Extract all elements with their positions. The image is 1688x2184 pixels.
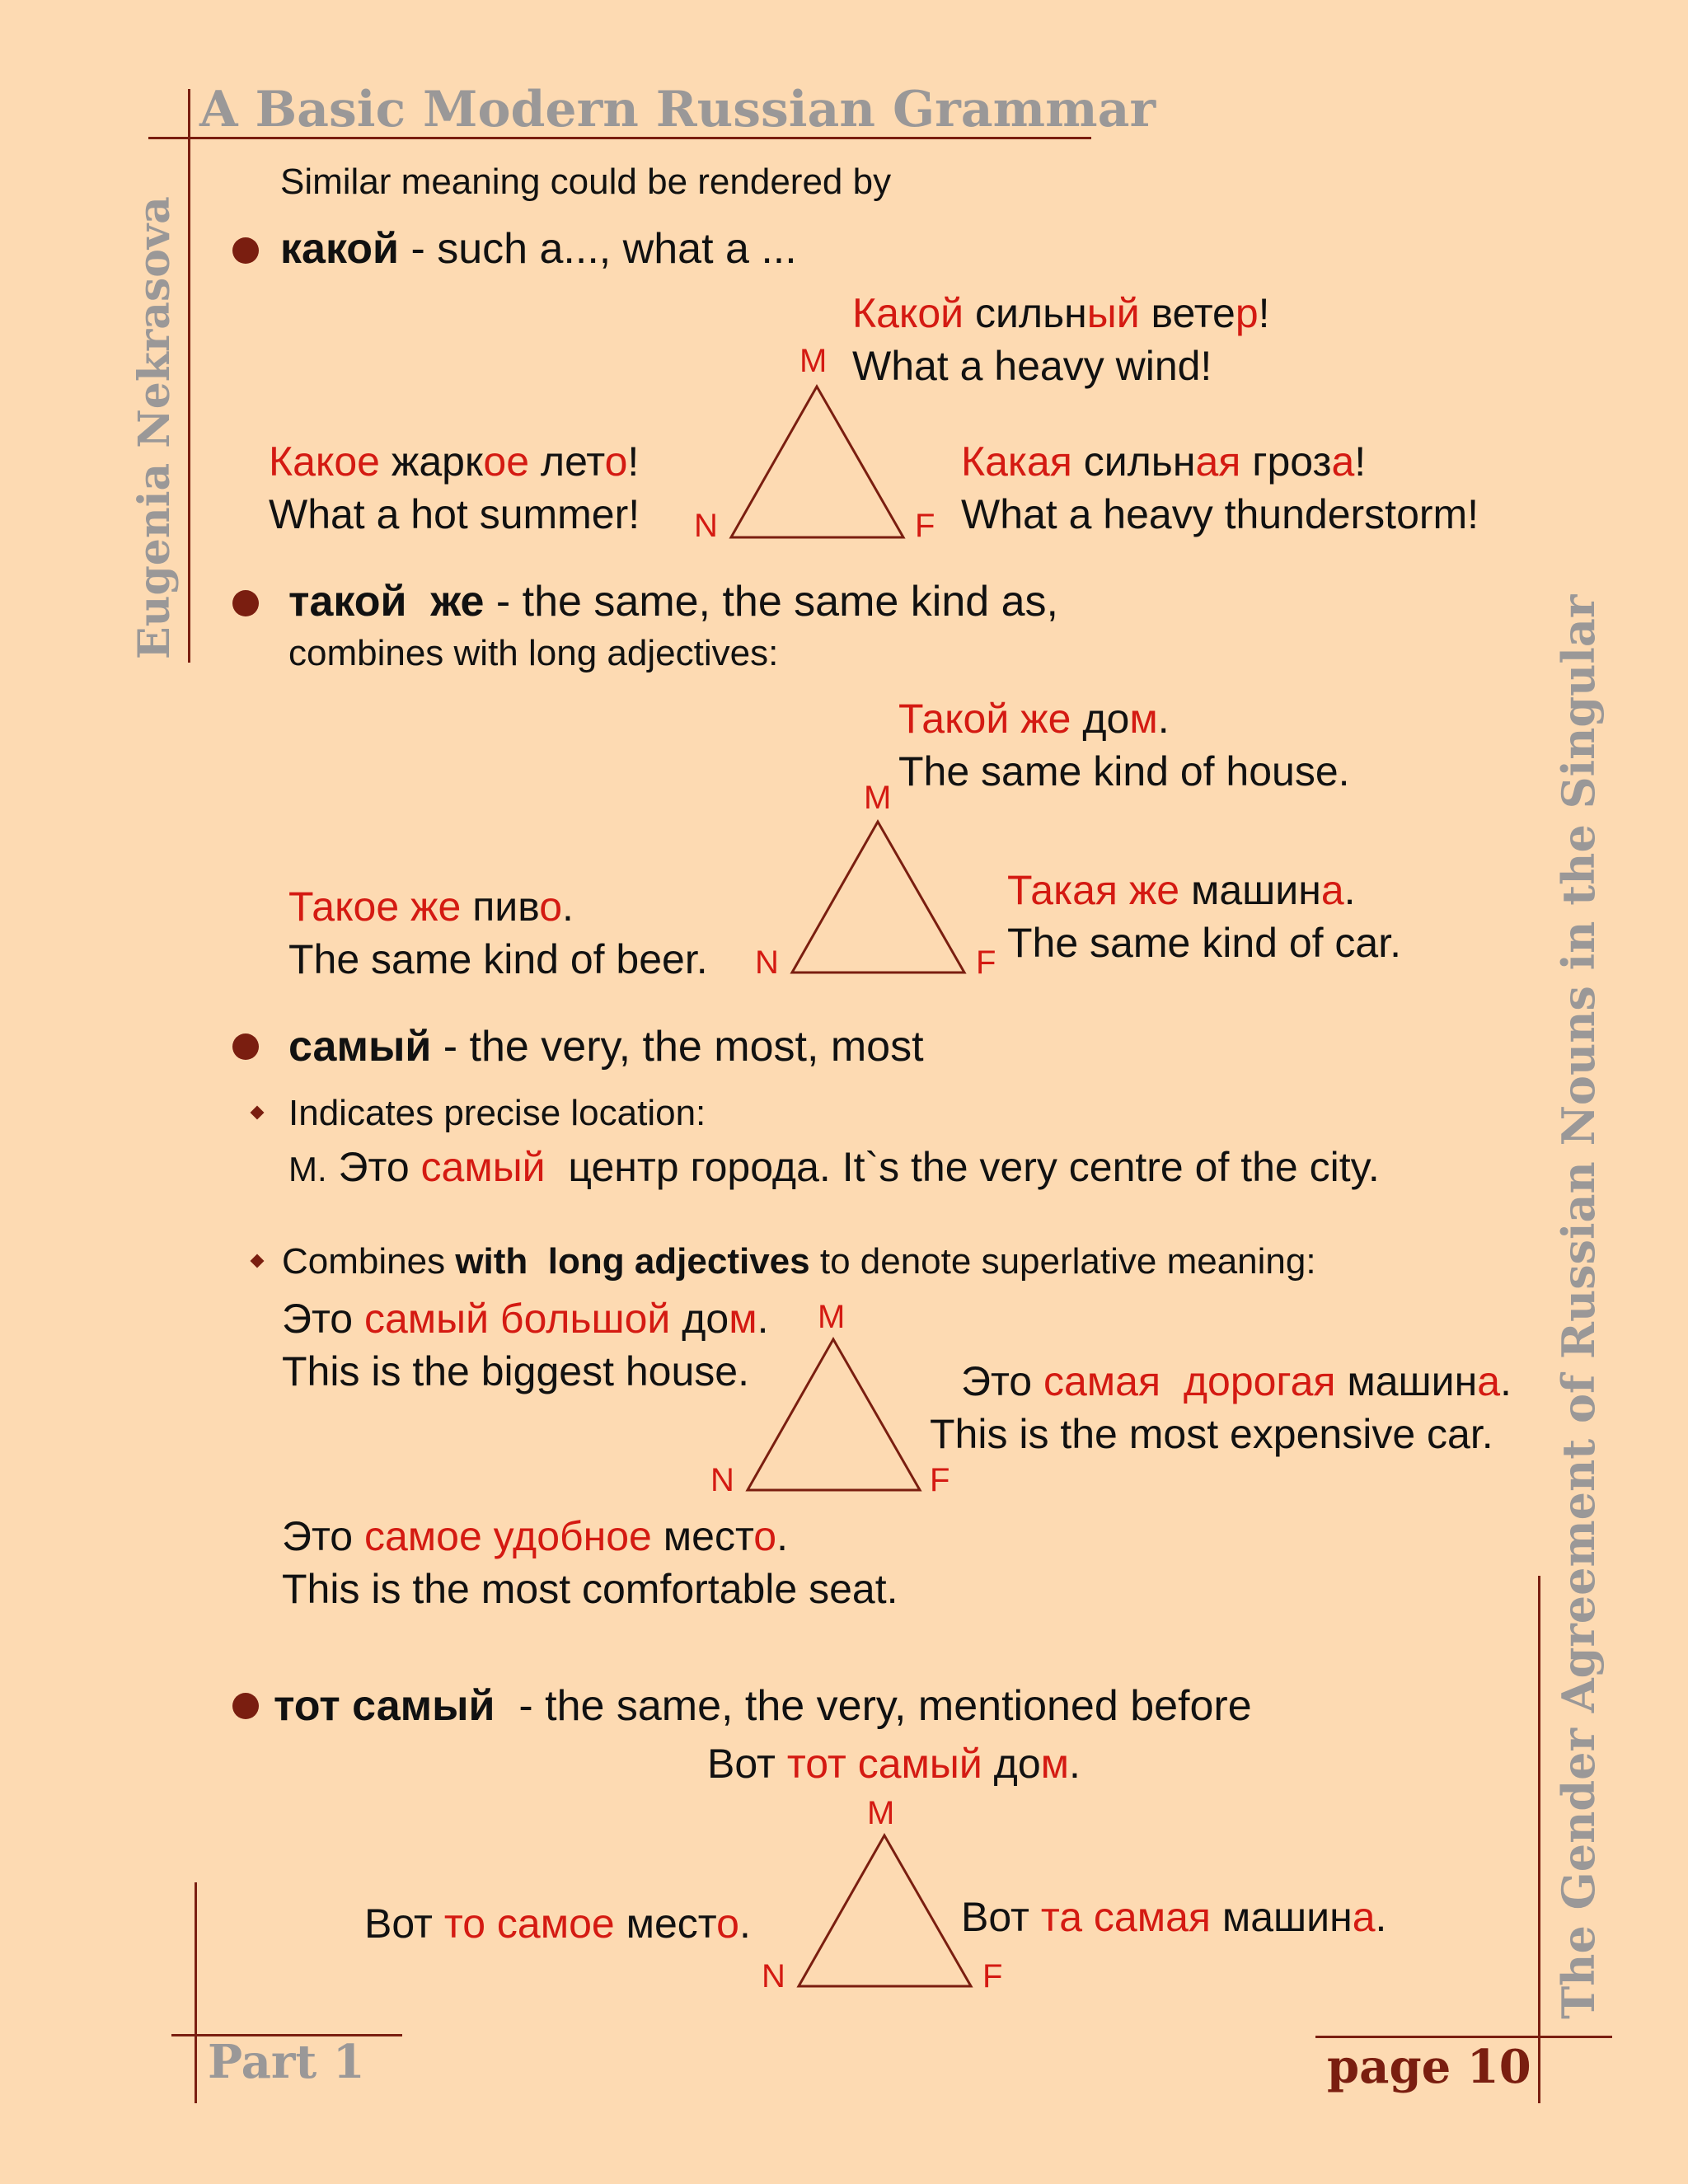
ru-text: центр города. It`s the very centre of the city. bbox=[545, 1144, 1380, 1190]
ru-red: Такая же bbox=[1007, 867, 1180, 913]
tot-samyy-masc-ru bbox=[707, 1737, 1081, 1790]
samyy-label-n: N bbox=[710, 1462, 734, 1498]
tot-samyy-gloss: - the same, the very, mentioned before bbox=[495, 1682, 1252, 1730]
tot-samyy-gender-triangle bbox=[796, 1833, 973, 1988]
tot-samyy-heading bbox=[274, 1680, 1252, 1732]
ru-red: о bbox=[753, 1513, 777, 1559]
kakoy-heading bbox=[280, 223, 797, 275]
ru-text: . bbox=[776, 1513, 789, 1559]
samyy-gender-triangle bbox=[745, 1337, 921, 1492]
samyy-term: самый bbox=[288, 1023, 432, 1071]
ru-red: о bbox=[716, 1900, 739, 1947]
ru-text: . bbox=[1343, 867, 1356, 913]
ru-red: а bbox=[1331, 438, 1355, 485]
samyy-fem-en: This is the most expensive car. bbox=[930, 1411, 1493, 1457]
sub-bold: with long adjectives bbox=[455, 1241, 810, 1282]
takoy-zhe-gender-triangle bbox=[790, 819, 966, 974]
ru-red: то самое bbox=[443, 1900, 615, 1947]
frame-line-bottom-left-vertical bbox=[195, 1882, 197, 2103]
kakoy-neut-ru bbox=[269, 435, 639, 488]
frame-line-bottom-right-horizontal bbox=[1315, 2036, 1612, 2038]
kakoy-masc-ru bbox=[852, 287, 1270, 340]
samyy-neut-en: This is the most comfortable seat. bbox=[282, 1566, 898, 1612]
ru-text: машин bbox=[1179, 867, 1321, 913]
tot-samyy-term: тот самый bbox=[274, 1682, 495, 1730]
ru-red: м bbox=[1129, 696, 1158, 742]
ru-red: самое удобное bbox=[363, 1513, 652, 1559]
takoy-zhe-term: такой же bbox=[288, 578, 485, 626]
ru-red: ый bbox=[1086, 290, 1140, 336]
tot-samyy-label-f: F bbox=[982, 1958, 1003, 1994]
kakoy-gender-triangle bbox=[729, 384, 905, 539]
kakoy-label-m: M bbox=[799, 343, 828, 379]
ru-red: о bbox=[604, 438, 628, 485]
takoy-zhe-sub: combines with long adjectives: bbox=[288, 633, 779, 673]
part-label: Part 1 bbox=[208, 2035, 365, 2089]
ru-red: та самая bbox=[1040, 1894, 1211, 1940]
diamond-bullet-superlative bbox=[251, 1254, 265, 1268]
takoy-zhe-fem-ru bbox=[1007, 864, 1356, 916]
kakoy-fem-ru bbox=[961, 435, 1366, 488]
ru-text: ! bbox=[627, 438, 640, 485]
frame-line-top-vertical bbox=[188, 89, 190, 663]
intro-text: Similar meaning could be rendered by bbox=[280, 162, 892, 202]
page-number: page 10 bbox=[1327, 2040, 1531, 2094]
kakoy-fem-en: What a heavy thunderstorm! bbox=[961, 491, 1479, 537]
ru-red: р bbox=[1235, 290, 1259, 336]
takoy-zhe-fem-en: The same kind of car. bbox=[1007, 920, 1402, 966]
ru-text: Вот bbox=[707, 1741, 787, 1787]
ru-text: . bbox=[1069, 1741, 1081, 1787]
samyy-gloss: - the very, the most, most bbox=[431, 1023, 924, 1071]
kakoy-term: какой bbox=[280, 225, 400, 273]
ru-text: до bbox=[982, 1741, 1041, 1787]
frame-line-right-vertical bbox=[1538, 1576, 1540, 2103]
ru-red: ое bbox=[483, 438, 530, 485]
takoy-zhe-label-f: F bbox=[976, 944, 996, 981]
ru-text: Вот bbox=[961, 1894, 1041, 1940]
ru-red: Какая bbox=[961, 438, 1072, 485]
samyy-masc-ru bbox=[282, 1292, 769, 1345]
ru-red: м bbox=[729, 1296, 757, 1342]
ru-text: . bbox=[738, 1900, 751, 1947]
ru-text: Это bbox=[961, 1358, 1043, 1404]
ru-red: ая bbox=[1195, 438, 1241, 485]
ru-red: самая дорогая bbox=[1043, 1358, 1336, 1404]
ru-text: лет bbox=[529, 438, 605, 485]
kakoy-label-f: F bbox=[915, 508, 935, 544]
ru-red: м bbox=[1040, 1741, 1069, 1787]
takoy-zhe-label-m: M bbox=[864, 780, 892, 816]
ru-text: Это bbox=[282, 1296, 364, 1342]
ru-text: . bbox=[1500, 1358, 1512, 1404]
ru-red: Такой же bbox=[898, 696, 1071, 742]
ru-text: машин bbox=[1210, 1894, 1353, 1940]
side-title: The Gender Agreement of Russian Nouns in the Singular bbox=[1552, 594, 1605, 2019]
samyy-label-f: F bbox=[930, 1462, 950, 1498]
author-name: Eugenia Nekrasova bbox=[129, 196, 180, 659]
samyy-neut-ru bbox=[282, 1510, 788, 1563]
tot-samyy-label-n: N bbox=[762, 1958, 785, 1994]
ru-text: ! bbox=[1354, 438, 1367, 485]
takoy-zhe-label-n: N bbox=[755, 944, 779, 981]
ru-text: Вот bbox=[364, 1900, 444, 1947]
bullet-takoy-zhe bbox=[232, 590, 259, 616]
takoy-zhe-masc-en: The same kind of house. bbox=[898, 748, 1350, 794]
ru-text: до bbox=[1071, 696, 1130, 742]
ru-text: . bbox=[757, 1296, 769, 1342]
samyy-heading bbox=[288, 1020, 924, 1073]
ru-text: вете bbox=[1139, 290, 1236, 336]
sub-text: Combines bbox=[282, 1241, 456, 1282]
ru-text: Это bbox=[326, 1144, 421, 1190]
samyy-sub-location: Indicates precise location: bbox=[288, 1093, 706, 1133]
ru-text: . bbox=[1375, 1894, 1387, 1940]
takoy-zhe-neut-en: The same kind of beer. bbox=[288, 936, 708, 982]
takoy-zhe-masc-ru bbox=[898, 692, 1170, 745]
takoy-zhe-heading bbox=[288, 575, 1058, 628]
tot-samyy-neut-ru bbox=[364, 1897, 751, 1950]
sub-text: to denote superlative meaning: bbox=[809, 1241, 1316, 1282]
ru-red: тот самый bbox=[786, 1741, 982, 1787]
ru-text: сильн bbox=[964, 290, 1087, 336]
samyy-masc-en: This is the biggest house. bbox=[282, 1348, 749, 1394]
ru-text: до bbox=[670, 1296, 729, 1342]
ru-red: о bbox=[539, 883, 563, 930]
ru-text: Это bbox=[282, 1513, 364, 1559]
samyy-fem-ru bbox=[961, 1355, 1512, 1408]
ru-red: самый bbox=[420, 1144, 546, 1190]
diamond-bullet-location bbox=[251, 1106, 265, 1120]
bullet-kakoy bbox=[232, 237, 259, 264]
takoy-zhe-neut-ru bbox=[288, 880, 574, 933]
kakoy-neut-en: What a hot summer! bbox=[269, 491, 640, 537]
tot-samyy-fem-ru bbox=[961, 1891, 1386, 1943]
kakoy-label-n: N bbox=[694, 508, 718, 544]
tot-samyy-label-m: M bbox=[867, 1795, 895, 1831]
kakoy-masc-en: What a heavy wind! bbox=[852, 343, 1212, 389]
ru-text: гроз bbox=[1240, 438, 1332, 485]
ru-red: Какое bbox=[269, 438, 380, 485]
kakoy-gloss: - such a..., what a ... bbox=[399, 225, 797, 273]
ru-text: жарк bbox=[380, 438, 484, 485]
ru-red: а bbox=[1320, 867, 1344, 913]
ru-text: . bbox=[1157, 696, 1170, 742]
ru-text: ! bbox=[1258, 290, 1270, 336]
ru-text: мест bbox=[614, 1900, 717, 1947]
gender-abbrev: М. bbox=[288, 1150, 327, 1188]
samyy-label-m: M bbox=[818, 1299, 846, 1335]
bullet-samyy bbox=[232, 1033, 259, 1060]
ru-red: Какой bbox=[852, 290, 964, 336]
ru-text: пив bbox=[461, 883, 540, 930]
samyy-sub-superlative bbox=[282, 1236, 1316, 1287]
ru-red: а bbox=[1477, 1358, 1500, 1404]
book-title: A Basic Modern Russian Grammar bbox=[199, 81, 1156, 138]
samyy-location-example bbox=[288, 1141, 1380, 1196]
ru-text: . bbox=[562, 883, 574, 930]
ru-red: самый большой bbox=[363, 1296, 671, 1342]
bullet-tot-samyy bbox=[232, 1693, 259, 1719]
ru-text: мест bbox=[651, 1513, 754, 1559]
ru-red: а bbox=[1352, 1894, 1376, 1940]
ru-text: машин bbox=[1335, 1358, 1478, 1404]
ru-text: сильн bbox=[1071, 438, 1196, 485]
takoy-zhe-gloss: - the same, the same kind as, bbox=[484, 578, 1058, 626]
ru-red: Такое же bbox=[288, 883, 462, 930]
